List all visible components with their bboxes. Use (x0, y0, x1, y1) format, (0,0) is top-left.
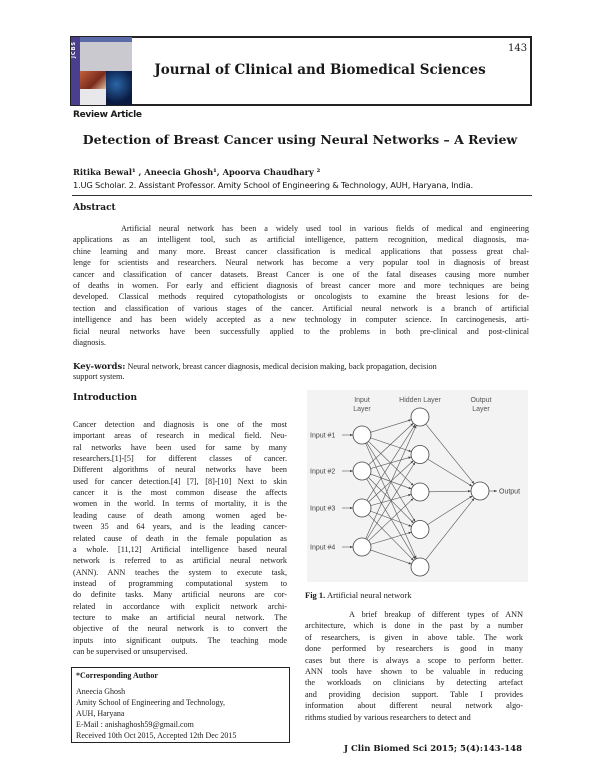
author-name: Aneecia Ghosh (76, 687, 126, 696)
article-title: Detection of Breast Cancer using Neural Networks – A Review (82, 132, 518, 147)
text-line: related in accordance with explicit network archi- (73, 601, 287, 611)
text-line: important areas of research in medical field. Neu- (73, 431, 287, 441)
keywords-label: Key-words: (73, 362, 126, 372)
text-line: A brief breakup of different types of ANN (349, 610, 523, 619)
introduction-heading: Introduction (73, 393, 138, 403)
keywords (73, 362, 529, 381)
output-layer-label: Layer (472, 406, 490, 413)
text-line: and providing decision support. Table I provides (305, 689, 523, 699)
text-line: objective of the neural network is to convert the (73, 624, 287, 634)
cover-logo-text: JCBS (71, 41, 77, 58)
author-location: AUH, Haryana (76, 709, 125, 718)
text-line: a whole. [11,12] Artificial intelligence based neural (73, 544, 287, 554)
text-line: related cause of death in the female population as (73, 533, 287, 543)
text-line: tween 35 and 64 years, and is the leading cancer- (73, 522, 287, 532)
text-line: architecture, which is done in the past by a number (305, 621, 523, 631)
input-node (353, 426, 371, 444)
journal-title: Journal of Clinical and Biomedical Sciences (154, 62, 486, 78)
input-label: Input #2 (310, 468, 336, 476)
figure-caption-label: Fig 1. (305, 590, 326, 600)
hidden-node (411, 521, 429, 539)
text-line: used for cancer detection.[4] [7], [8]-[10] Next to skin (73, 476, 287, 486)
output-node (471, 482, 489, 500)
input-layer-label: Input (354, 397, 370, 404)
cover-image (106, 71, 132, 105)
text-line: tecture to make an artificial neural network. The (73, 612, 287, 622)
connection-edge (428, 459, 473, 486)
text-line: researchers.[1]-[5] for different classes of cancer. (73, 454, 287, 464)
text-line: cases but there is always a scope to perform better. (305, 655, 523, 665)
connection-edge (428, 496, 473, 525)
text-line: of researchers, is given in above table. The work (305, 632, 523, 642)
page-number: 143 (508, 43, 528, 54)
text-line: do definite tasks. Many artificial neurons are cor- (73, 590, 287, 600)
connection-edge (371, 494, 412, 505)
affiliation: 1.UG Scholar. 2. Assistant Professor. Amity School of Engineering & Technology, AUH, Haryana, India. (73, 180, 473, 190)
authors: Ritika Bewal¹ , Aneecia Ghosh¹, Apoorva Chaudhary ² (73, 167, 321, 177)
text-line: (ANN). ANN teaches the system to execute task, (73, 567, 287, 577)
text-line: information about different neural network algo- (305, 701, 523, 711)
input-node (353, 499, 371, 517)
text-line: can be supervised or unsupervised. (73, 647, 188, 656)
input-node (353, 462, 371, 480)
text-line: the workloads on clinicians by detecting artefact (305, 678, 523, 688)
hidden-layer-label: Hidden Layer (399, 397, 441, 404)
input-layer-label: Layer (353, 406, 371, 413)
connection-edge (429, 491, 471, 492)
input-node (353, 538, 371, 556)
divider (72, 195, 532, 196)
keywords-text: support system. (73, 372, 125, 381)
cover-band (80, 37, 132, 42)
text-line: ANN tools have shown to be valuable in reducing (305, 667, 523, 676)
text-line: inputs into significant outputs. The teaching mode (73, 635, 287, 645)
text-line: intelligence and has been widely accepted as a new technology in computer science. In carcinogenesis, arti- (73, 315, 529, 325)
footer-citation: J Clin Biomed Sci 2015; 5(4):143-148 (343, 744, 522, 754)
text-line: chine learning and many more. Breast cancer classification is medical applications that possess great chal- (73, 246, 529, 256)
text-line: ral networks have been used for same by many (73, 442, 287, 452)
text-line: Different algorithms of neural networks have been (73, 465, 287, 475)
text-line: lenge for scientists and researchers. Neural network has become a very popular tool in diagnosis of breast (73, 258, 529, 268)
hidden-node (411, 483, 429, 501)
text-line: cancer it is the most common disease the affects (73, 488, 287, 498)
keywords-text: Neural network, breast cancer diagnosis, medical decision making, back propagation, decision (127, 362, 437, 371)
neural-network-diagram (307, 390, 528, 582)
received-dates: Received 10th Oct 2015, Accepted 12th Dec 2015 (76, 731, 237, 740)
abstract-heading: Abstract (73, 203, 116, 213)
text-line: ficial neural networks have been successfully applied to the problems in both pre-clinical and post-clinical (73, 326, 529, 336)
connection-edge (426, 498, 475, 560)
input-label: Input #3 (310, 505, 336, 513)
output-label: Output (499, 488, 521, 496)
text-line: diagnosis. (73, 338, 106, 347)
connection-edge (368, 441, 413, 485)
text-line: cancer and classification of cancer datasets. Breast Cancer is one of the fatal diseases causing more number (73, 269, 529, 279)
cover-image (80, 71, 106, 89)
corresponding-author-box (71, 667, 290, 743)
text-line: leading cause of death among women aged be- (73, 510, 287, 520)
text-line: Artificial neural network has been a widely used tool in various fields of medical and engineering (121, 224, 529, 233)
output-layer-label: Output (470, 397, 492, 404)
author-institution: Amity School of Engineering and Technology, (76, 698, 225, 707)
connection-edge (426, 424, 475, 484)
text-line: rithms studied by various researchers to detect and (305, 712, 471, 722)
neural-network-figure (307, 390, 528, 582)
text-line: tection and classification of various stages of the cancer. Artificial neural network is a branch of artificial (73, 303, 529, 313)
text-line: of deaths in women. For early and efficient diagnosis of breast cancer more and more techniques are being (73, 281, 529, 290)
text-line: network is referred to as artificial neural network (73, 556, 287, 566)
hidden-node (411, 408, 429, 426)
cover-image (80, 89, 106, 105)
connection-edge (369, 423, 414, 465)
author-email: E-Mail : anishaghosh59@gmail.com (76, 720, 194, 729)
input-label: Input #4 (310, 544, 336, 552)
text-line: instead of programming computational system to (73, 578, 287, 588)
corresponding-author-heading: *Corresponding Author (76, 671, 158, 680)
text-line: done performed by researchers is good in many (305, 644, 523, 654)
figure-caption (305, 590, 411, 600)
text-line: developed. Classical methods required cytopathologists or oncologists to examine the breast lesions for de- (73, 292, 529, 302)
connection-edge (367, 462, 415, 539)
article-type: Review Article (73, 110, 142, 120)
figure-caption-text: Artificial neural network (326, 590, 412, 600)
text-line: women in the world. In terms of mortality, it is the (73, 499, 287, 509)
journal-cover-thumbnail (71, 37, 132, 105)
hidden-node (411, 446, 429, 464)
text-line: applications as an intelligent tool, such as artificial intelligence, pattern recognition, medical diagnosis, ma- (73, 235, 529, 245)
text-line: Cancer detection and diagnosis is one of the most (73, 420, 287, 429)
hidden-node (411, 558, 429, 576)
input-label: Input #1 (310, 432, 336, 440)
